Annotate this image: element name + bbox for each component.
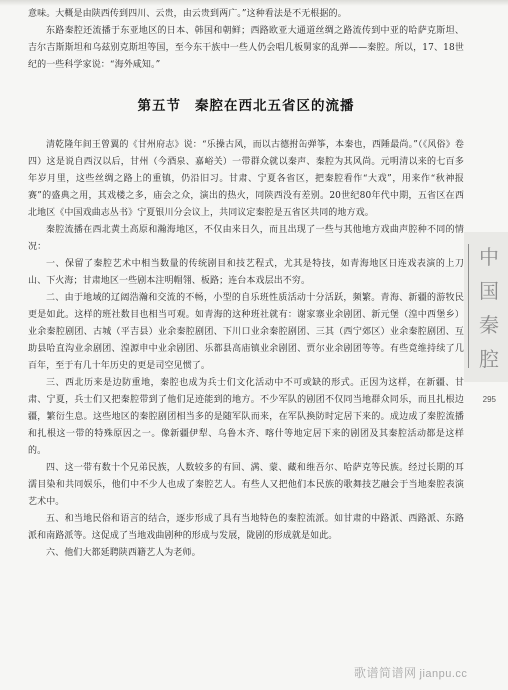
page-number: 295 xyxy=(482,395,496,404)
watermark-url: jianpu.cc xyxy=(419,668,468,680)
section-number: 第五节 xyxy=(137,98,181,114)
chapter-side-tab xyxy=(464,232,508,382)
site-watermark xyxy=(354,662,504,684)
paragraph-8: 六、他们大都延聘陕西籍艺人为老师。 xyxy=(46,548,201,558)
paragraph-carryover: 意味。大概是由陕西传到四川、云贵，由云贵到两广。”这种看法是不无根据的。 xyxy=(28,9,347,19)
section-title: 秦腔在西北五省区的流播 xyxy=(195,98,355,114)
side-tab-rule xyxy=(468,244,469,368)
paragraph-2: 秦腔流播在西北黄土高原和瀚海地区，不仅由来日久，而且出现了一些与其他地方戏曲声腔种不同的情况： xyxy=(28,225,464,252)
paragraph-5: 三、西北历来是边防重地，秦腔也成为兵士们文化活动中不可或缺的形式。正因为这样，在新疆、甘肃、宁夏，兵士们又把秦腔带到了他们足迹能到的地方。不少军队的剧团不仅同当地群众同乐，而且扎根边疆，繁衍生息。这些地区的秦腔剧团相当多的是随军队而来，在军队换防时定居下来的。成边成了秦腔流播和扎根这一带的特殊原因之一。像新疆伊犁、乌鲁木齐、喀什等地定居下来的剧团及其秦腔活动都是这样的。 xyxy=(28,378,464,456)
paragraph-7: 五、和当地民俗和语言的结合，逐步形成了具有当地特色的秦腔流派。如甘肃的中路派、西路派、东路派和南路派等。这促成了当地戏曲剧种的形成与发展，陇剧的形成就是如此。 xyxy=(28,514,464,541)
side-tab-char-4: 腔 xyxy=(479,347,499,371)
side-tab-char-3: 秦 xyxy=(479,313,499,337)
section-heading xyxy=(28,94,464,114)
paragraph-6: 四、这一带有数十个兄弟民族，人数较多的有回、满、蒙、藏和维吾尔、哈萨克等民族。经过长期的耳濡目染和共同娱乐，他们中不少人也成了秦腔艺人。有些人又把他们本民族的歌舞技艺融会于当地秦腔表演艺术中。 xyxy=(28,463,464,507)
main-text-column xyxy=(28,6,464,562)
paragraph-1: 清乾隆年间王曾翼的《甘州府志》说：“乐操古风，而以古德拊缶弹筝，本秦也，西陲最尚。”（《风俗》卷四）这是说自西汉以后，甘州（今酒泉、嘉峪关）一带群众就以秦声、秦腔为其风尚。元明清以来的七百多年岁月里，这些丝绸之路上的重镇，仍沿旧习。甘肃、宁夏各省区，把秦腔看作“大戏”，用来作“秋神报赛”的盛典之用，其戏楼之多，庙会之众，演出的热火，同陕西没有差别。20世纪80年代中期，五省区在西北地区《中国戏曲志丛书》宁夏银川分会议上，共同议定秦腔是五省区共同的地方戏。 xyxy=(28,140,464,218)
side-tab-char-2: 国 xyxy=(479,279,499,303)
paragraph-east-west-spread: 东路秦腔还流播于东亚地区的日本、韩国和朝鲜；西路欧亚大通道丝绸之路流传到中亚的哈萨克斯坦、吉尔吉斯斯坦和乌兹别克斯坦等国，至今东干族中一些人仍会唱几板舅家的乱弹——秦腔。所以，17、18世纪的一些科学家说：“海外咸知。” xyxy=(28,26,464,70)
watermark-text: 歌谱简谱网 xyxy=(354,666,417,680)
paragraph-4: 二、由于地域的辽阔浩瀚和交流的不畅，小型的自乐班性质活动十分活跃，频繁。青海、新疆的游牧民更是如此。这样的班社数目也相当可观。如青海的这种班社就有：谢家寨业余剧团、新元堡（湟中西堡乡）业余秦腔剧团、古城（平吉县）业余秦腔剧团、下川口业余秦腔剧团、三其（西宁郊区）业余秦腔剧团、互助县哈直沟业余剧团、湟源申中业余剧团、乐都县高庙镇业余剧团、贾尔业余剧团等等。有些竟维持续了几百年，至于有几十年历史的更是司空见惯了。 xyxy=(28,293,464,371)
paragraph-3: 一、保留了秦腔艺术中相当数量的传统剧目和技艺程式，尤其是特技，如青海地区日连戏表演的上刀山、下火海；甘肃地区一些剧本注明帽翎、板路；连台本戏层出不穷。 xyxy=(28,259,464,286)
side-tab-char-1: 中 xyxy=(479,245,499,269)
